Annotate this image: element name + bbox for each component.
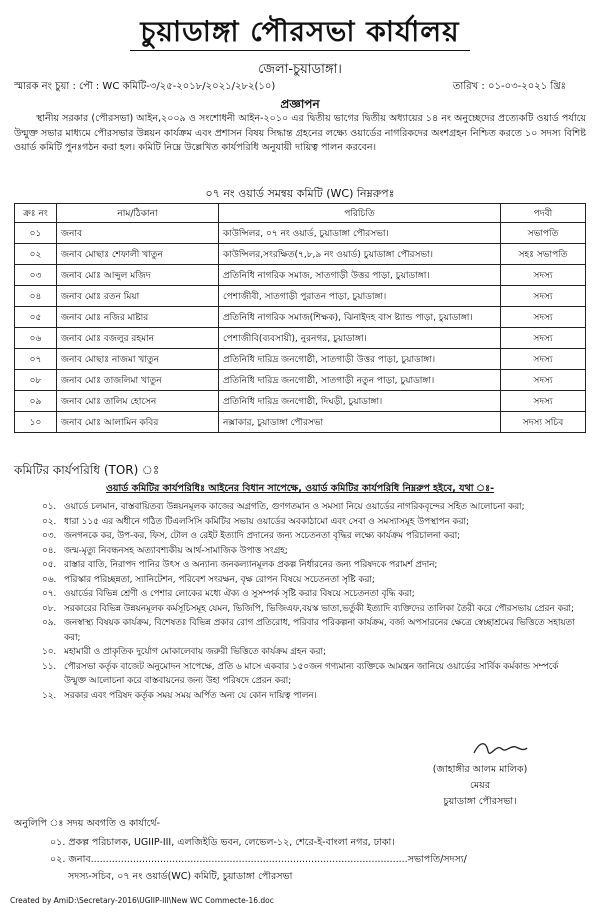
item-number: ০৪. bbox=[42, 545, 57, 556]
row-role: সভাপতি bbox=[501, 223, 586, 244]
item-number: ০৬. bbox=[42, 574, 57, 585]
memo-number: স্মারক নং চুয়া : পৌ : WC কমিটি-৩/২৫-২০১৮/২০২১/২৮২(১০) bbox=[14, 81, 276, 92]
row-name: জনাব মোঃ তাজলিমা খাতুন bbox=[57, 370, 219, 391]
row-name: জনাব মোঃ আলামিন কবির bbox=[57, 412, 219, 433]
item-number: ০৯. bbox=[42, 618, 57, 628]
row-role: সদস্য সচিব bbox=[501, 412, 586, 433]
row-description: পেশাজীবী, সাতগাড়ী পুরাতন পাড়া, চুয়াডাঙ্গা। bbox=[219, 286, 501, 307]
table-row bbox=[15, 328, 586, 349]
tor-list bbox=[42, 500, 582, 703]
list-item bbox=[42, 587, 582, 602]
list-item bbox=[42, 645, 582, 660]
row-description: নক্সাকার, চুয়াডাঙ্গা পৌরসভা bbox=[219, 412, 501, 433]
list-item bbox=[42, 558, 582, 573]
item-number: ০৩. bbox=[42, 531, 57, 541]
row-role: সদস্য bbox=[501, 328, 586, 349]
header-name: নাম/ঠিকানা bbox=[57, 204, 219, 223]
row-name: জনাব মোছাঃ শেফালী খাতুন bbox=[57, 244, 219, 265]
file-path-footer: Created by AmiD:\Secretary-2016\UGIIP-III\New WC Commecte-16.doc bbox=[10, 896, 274, 905]
table-row bbox=[15, 244, 586, 265]
row-role: সদস্য bbox=[501, 391, 586, 412]
item-number: ০২. bbox=[42, 516, 57, 527]
table-header-row bbox=[15, 204, 586, 223]
tor-heading: কমিটির কার্যপরিধি (TOR) ঃ bbox=[14, 463, 160, 477]
row-serial: ০৪ bbox=[15, 286, 57, 307]
copy-heading: অনুলিপি ঃ সদয় অবগতি ও কার্যার্থে- bbox=[14, 818, 160, 829]
signatory-block bbox=[380, 762, 580, 810]
list-item bbox=[42, 515, 582, 530]
item-text: ওয়ার্ডে চলমান, বাস্তবায়িতব্য উন্নয়নমূলক কাজের অগ্রগতি, গুণগতমান ও সমস্যা নিয়ে ওয়ার্ডের নাগরিকবৃন্দের সহিত আলোচনা করা; bbox=[64, 502, 525, 512]
row-description: প্রতিনিধি দারিদ্র জনগোষ্ঠী, সাতগাড়ী উত্তর পাড়া, চুয়াডাঙ্গা। bbox=[219, 349, 501, 370]
office-title: চুয়াডাঙ্গা পৌরসভা কার্যালয় bbox=[140, 15, 460, 48]
header-description: পরিচিতি bbox=[219, 204, 501, 223]
table-row bbox=[15, 265, 586, 286]
list-item bbox=[42, 500, 582, 515]
row-name: জনাব মোঃ নজির মাষ্টার bbox=[57, 307, 219, 328]
row-role: সহঃ সভাপতি bbox=[501, 244, 586, 265]
copy-line-1: ০১. প্রকল্প পরিচালক, UGIIP-III, এলজিইডি ভবন, লেভেল-১২, শেরে-ই-বাংলা নগর, ঢাকা। bbox=[50, 837, 395, 848]
header-serial: ক্রঃ নং bbox=[15, 204, 57, 223]
row-description: কাউন্সিলর,সংরক্ষিত(৭,৮,৯ নং ওয়ার্ড) চুয়াডাঙ্গা পৌরসভা। bbox=[219, 244, 501, 265]
item-number: ১২. bbox=[42, 690, 57, 701]
committee-title: ০৭ নং ওয়ার্ড সমন্বয় কমিটি (WC) নিম্নরুপঃ bbox=[205, 187, 395, 200]
row-name: জনাব মোঃ তালিম হোসেন bbox=[57, 391, 219, 412]
row-role: সদস্য bbox=[501, 349, 586, 370]
signatory-designation: মেয়র bbox=[470, 780, 490, 791]
list-item bbox=[42, 544, 582, 559]
row-description: কাউন্সিলর, ০৭ নং ওয়ার্ড, চুয়াডাঙ্গা পৌরসভা। bbox=[219, 223, 501, 244]
row-name: জনাব bbox=[57, 223, 219, 244]
row-serial: ০৫ bbox=[15, 307, 57, 328]
row-description: প্রতিনিধি দারিদ্র জনগোষ্ঠী, দিঘড়ী, চুয়াডাঙ্গা। bbox=[219, 391, 501, 412]
list-item bbox=[42, 573, 582, 588]
table-row bbox=[15, 391, 586, 412]
list-item bbox=[42, 616, 582, 645]
item-text: পৌরসভা কর্তৃক বাজেট অনুমোদন সাপেক্ষে, প্রতি ৬ মাসে একবার ১৫০জন গণ্যমান্য ব্যক্তিকে আমন্ত্রন জানিয়ে ওয়ার্ডের সার্বিক কর্মকান্ড সম্পর্কে উন্মুক্ত আলোচনা করে বাস্তবায়নের জন্য উহা পরিষদে প্রেরন করা; bbox=[64, 661, 559, 686]
item-number: ১১. bbox=[42, 661, 57, 672]
notice-date: তারিখ : ০১-০৩-২০২১ খ্রিঃ bbox=[452, 81, 566, 92]
copy-line-3: সদস্য-সচিব, ০৭ নং ওয়ার্ড(WC) কমিটি, চুয়াডাঙ্গা পৌরসভা bbox=[68, 871, 293, 882]
row-role: সদস্য bbox=[501, 265, 586, 286]
row-serial: ০২ bbox=[15, 244, 57, 265]
table-row bbox=[15, 223, 586, 244]
row-role: সদস্য bbox=[501, 307, 586, 328]
row-role: সদস্য bbox=[501, 286, 586, 307]
tor-subheading: ওয়ার্ড কমিটির কার্যপরিধিঃ আইনের বিধান সাপেক্ষে, ওয়ার্ড কমিটির কার্যপরিধি নিম্নরুপ হইবে, যথা ঃ- bbox=[105, 483, 495, 494]
row-name: জনাব মোছাঃ নাজমা খাতুন bbox=[57, 349, 219, 370]
row-name: জনাব মোঃ রতন মিয়া bbox=[57, 286, 219, 307]
item-text: সরকার এবং পরিষদ কর্তৃক সময় সময় অর্পিত অন্য যে কোন দায়িত্ব পালন। bbox=[64, 690, 317, 701]
header-role: পদবী bbox=[501, 204, 586, 223]
list-item bbox=[42, 660, 582, 689]
table-row bbox=[15, 370, 586, 391]
row-description: প্রতিনিধি দারিদ্র জনগোষ্ঠী, সাতগাড়ী নতুন পাড়া, চুয়াডাঙ্গা। bbox=[219, 370, 501, 391]
row-serial: ০৩ bbox=[15, 265, 57, 286]
row-description: প্রতিনিধি নাগরিক সমাজ, সাতগাড়ী উত্তর পাড়া, চুয়াডাঙ্গা। bbox=[219, 265, 501, 286]
item-number: ০৫. bbox=[42, 560, 57, 570]
table-row bbox=[15, 307, 586, 328]
row-serial: ১০ bbox=[15, 412, 57, 433]
copy-line-2: ০২. জনাব.........................................................................................................সভাপতি/সদস্য/ bbox=[50, 854, 467, 865]
row-serial: ০৬ bbox=[15, 328, 57, 349]
title-underline bbox=[130, 50, 470, 51]
item-text: জনগনকে কর, উপ-কর, ফিস, টোল ও রেইট ইত্যাদি প্রদানের জন্য সচেতনতা বৃদ্ধির লক্ষ্যে কার্যক্রম পরিচালনা করা; bbox=[64, 531, 461, 541]
row-description: পেশাজীবি(ব্যবসায়ী), নুরনগর, চুয়াডাঙ্গা। bbox=[219, 328, 501, 349]
list-item bbox=[42, 529, 582, 544]
item-number: ০১. bbox=[42, 502, 57, 512]
item-text: রাস্তার বাতি, নিরাপদ পানির উৎস ও অন্যান্য জনকল্যানমূলক প্রকল্প নির্ধারনের জন্য পরিষদকে পরামর্শ প্রদান; bbox=[64, 560, 438, 570]
item-text: সরকারের বিভিন্ন উন্নয়নমূলক কর্মসূচিসমূহ যেমন, ভিজিপি, ভিজিএফ,বয়স্ক ভাতা,ভর্তুকী ইত্যাদি ব্যক্তিদের তালিকা তৈরী করে পৌরসভায় প্রেরন করা; bbox=[64, 603, 574, 614]
item-text: জনস্বাস্থ্য বিষয়ক কার্যক্রম, বিশেষতঃ বিভিন্ন প্রকার রোগ প্রতিরোধ, পরিবার পরিকল্পনা কার্যক্রম, বর্জ্য অপসারনের ক্ষেত্রে স্বেচ্ছাশ্রমের ভিত্তিতে সহায়তা করা; bbox=[64, 618, 575, 643]
row-description: প্রতিনিধি নাগরিক সমাজ(শিক্ষক), ঝিনাইদহ বাস ষ্ট্যান্ড পাড়া, চুয়াডাঙ্গা। bbox=[219, 307, 501, 328]
list-item bbox=[42, 689, 582, 704]
signature-mark bbox=[470, 737, 530, 761]
item-text: মহামারী ও প্রাকৃতিক দুর্যোগ মোকালেবায় জরুরী ভিত্তিতে কার্যক্রম গ্রহন করা; bbox=[64, 647, 326, 657]
item-text: ধারা ১১৫ এর অধীনে গঠিত টিএলসিসি কমিটির সভায় ওয়ার্ডের অবকাঠামো এবং সেবা ও সমস্যাসমূহ উপস্থাপন করা; bbox=[64, 516, 469, 527]
row-role: সদস্য bbox=[501, 370, 586, 391]
signatory-office: চুয়াডাঙ্গা পৌরসভা। bbox=[443, 796, 517, 807]
table-row bbox=[15, 286, 586, 307]
district-line: জেলা-চুয়াডাঙ্গা। bbox=[258, 62, 342, 77]
item-number: ০৮. bbox=[42, 603, 57, 614]
row-serial: ০৯ bbox=[15, 391, 57, 412]
row-name: জনাব মোঃ আব্দুল মজিদ bbox=[57, 265, 219, 286]
item-text: ওয়ার্ডের বিভিন্ন শ্রেণী ও পেশার লোকের মধ্যে ঐক্য ও সুসম্পর্ক সৃষ্টি করার বিষয়ে সচেতনতা বৃদ্ধি করা; bbox=[64, 589, 415, 599]
item-text: পরিস্কার পরিচ্ছন্নতা, স্যানিটেশন, পরিবেশ সংরক্ষন, বৃক্ষ রোপন বিষয়ে সচেতনতা সৃষ্টি করা; bbox=[64, 574, 375, 585]
notice-title: প্রজ্ঞাপন bbox=[280, 97, 320, 111]
committee-table bbox=[14, 203, 586, 433]
row-serial: ০৭ bbox=[15, 349, 57, 370]
signatory-name: (জাহাঙ্গীর আলম মালিক) bbox=[432, 764, 528, 775]
row-serial: ০১ bbox=[15, 223, 57, 244]
item-text: জন্ম-মৃত্যু নিবন্ধনসহ অত্যাবশ্যকীয় আর্থ-সামাজিক উপাত্ত সংগ্রহ; bbox=[64, 545, 288, 556]
item-number: ০৭. bbox=[42, 589, 57, 599]
table-row bbox=[15, 412, 586, 433]
notice-body: স্থানীয় সরকার (পৌরসভা) আইন,২০০৯ ও সংশোধনী আইন-২০১০ এর দ্বিতীয় ভাগের দ্বিতীয় অধ্যায়ের ১৪ নং অনুচ্ছেদের প্রত্যেকটি ওয়ার্ড পর্যায়ে উন্মুক্ত সভার মাধ্যমে পৌরসভার উন্নয়ন কার্যক্রম এবং প্রশাসন বিষয় সিদ্ধান্ত গ্রহনের লক্ষ্যে ওয়ার্ডের নাগরিকদের অংশগ্রহন নিশ্চিত করতে ১০ সদস্য বিশিষ্ট ওয়ার্ড কমিটি পুনঃগঠন করা হল। কমিটি নিম্নে উল্লেখিত কার্যপরিধি অনুযায়ী দায়িত্ব পালন করবেন। bbox=[14, 113, 586, 153]
table-row bbox=[15, 349, 586, 370]
row-serial: ০৮ bbox=[15, 370, 57, 391]
row-name: জনাব মোঃ বজলুর রহমান bbox=[57, 328, 219, 349]
item-number: ১০. bbox=[42, 647, 57, 657]
list-item bbox=[42, 602, 582, 617]
